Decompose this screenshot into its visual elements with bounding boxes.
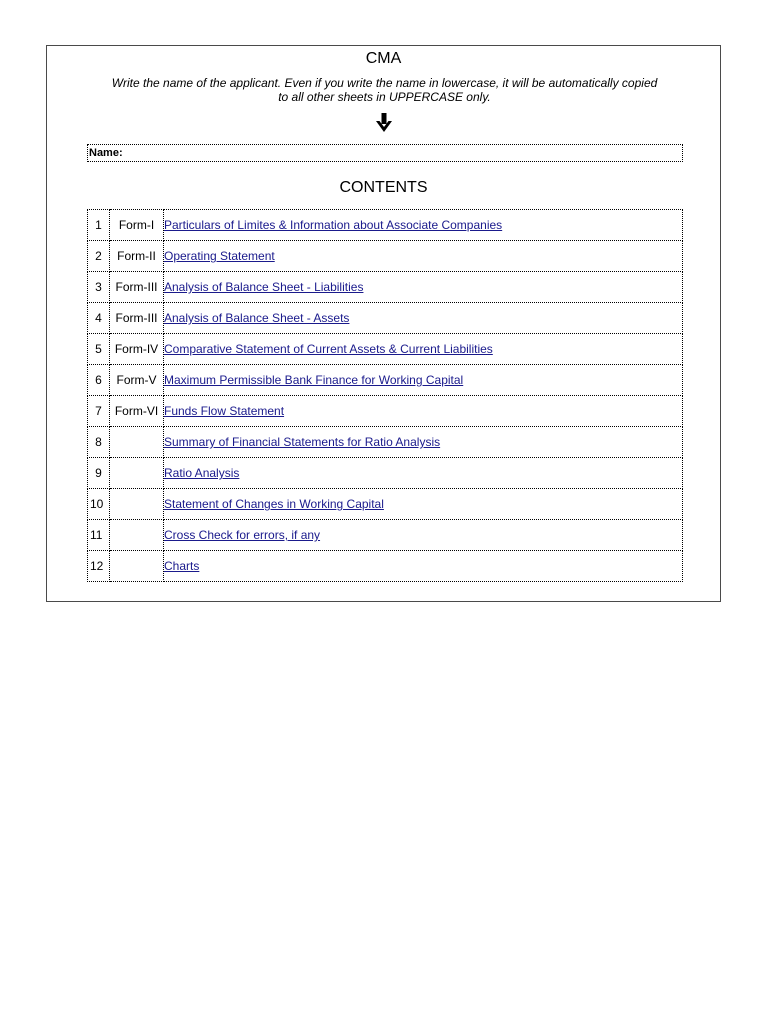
row-number: 8 [88, 427, 110, 458]
arrow-down-icon [47, 112, 720, 136]
form-label [110, 520, 164, 551]
table-row [88, 551, 683, 582]
table-row [88, 334, 683, 365]
row-number: 6 [88, 365, 110, 396]
table-row [88, 365, 683, 396]
form-label [110, 551, 164, 582]
row-number: 2 [88, 241, 110, 272]
table-row [88, 489, 683, 520]
contents-link[interactable]: Maximum Permissible Bank Finance for Working Capital [164, 373, 464, 387]
contents-table [87, 209, 683, 582]
form-label: Form-II [110, 241, 164, 272]
contents-link[interactable]: Cross Check for errors, if any [164, 528, 321, 542]
sheet-title: CMA [365, 50, 402, 67]
row-number: 3 [88, 272, 110, 303]
instructions-text: Write the name of the applicant. Even if you write the name in lowercase, it will be automatically copied to all other sheets in UPPERCASE only. [111, 76, 658, 104]
contents-link[interactable]: Comparative Statement of Current Assets & Current Liabilities [164, 342, 493, 356]
table-row [88, 241, 683, 272]
contents-link[interactable]: Ratio Analysis [164, 466, 240, 480]
contents-link[interactable]: Funds Flow Statement [164, 404, 285, 418]
form-label: Form-III [110, 272, 164, 303]
row-number: 7 [88, 396, 110, 427]
form-label: Form-III [110, 303, 164, 334]
form-label: Form-IV [110, 334, 164, 365]
row-number: 1 [88, 210, 110, 241]
row-number: 11 [88, 520, 110, 551]
row-number: 5 [88, 334, 110, 365]
name-label: Name: [89, 147, 123, 159]
row-number: 4 [88, 303, 110, 334]
row-number: 12 [88, 551, 110, 582]
contents-link[interactable]: Analysis of Balance Sheet - Assets [164, 311, 350, 325]
name-field[interactable] [87, 144, 683, 162]
contents-link[interactable]: Particulars of Limites & Information about Associate Companies [164, 218, 503, 232]
contents-heading: CONTENTS [339, 179, 428, 196]
table-row [88, 520, 683, 551]
contents-link[interactable]: Operating Statement [164, 249, 275, 263]
table-row [88, 210, 683, 241]
table-row [88, 303, 683, 334]
form-label [110, 458, 164, 489]
table-row [88, 272, 683, 303]
contents-link[interactable]: Summary of Financial Statements for Ratio Analysis [164, 435, 441, 449]
form-label [110, 427, 164, 458]
contents-link[interactable]: Charts [164, 559, 200, 573]
row-number: 10 [88, 489, 110, 520]
form-label [110, 489, 164, 520]
form-label: Form-V [110, 365, 164, 396]
table-row [88, 396, 683, 427]
form-label: Form-VI [110, 396, 164, 427]
contents-link[interactable]: Statement of Changes in Working Capital [164, 497, 384, 511]
contents-link[interactable]: Analysis of Balance Sheet - Liabilities [164, 280, 364, 294]
cma-sheet [46, 45, 721, 602]
table-row [88, 427, 683, 458]
table-row [88, 458, 683, 489]
row-number: 9 [88, 458, 110, 489]
form-label: Form-I [110, 210, 164, 241]
